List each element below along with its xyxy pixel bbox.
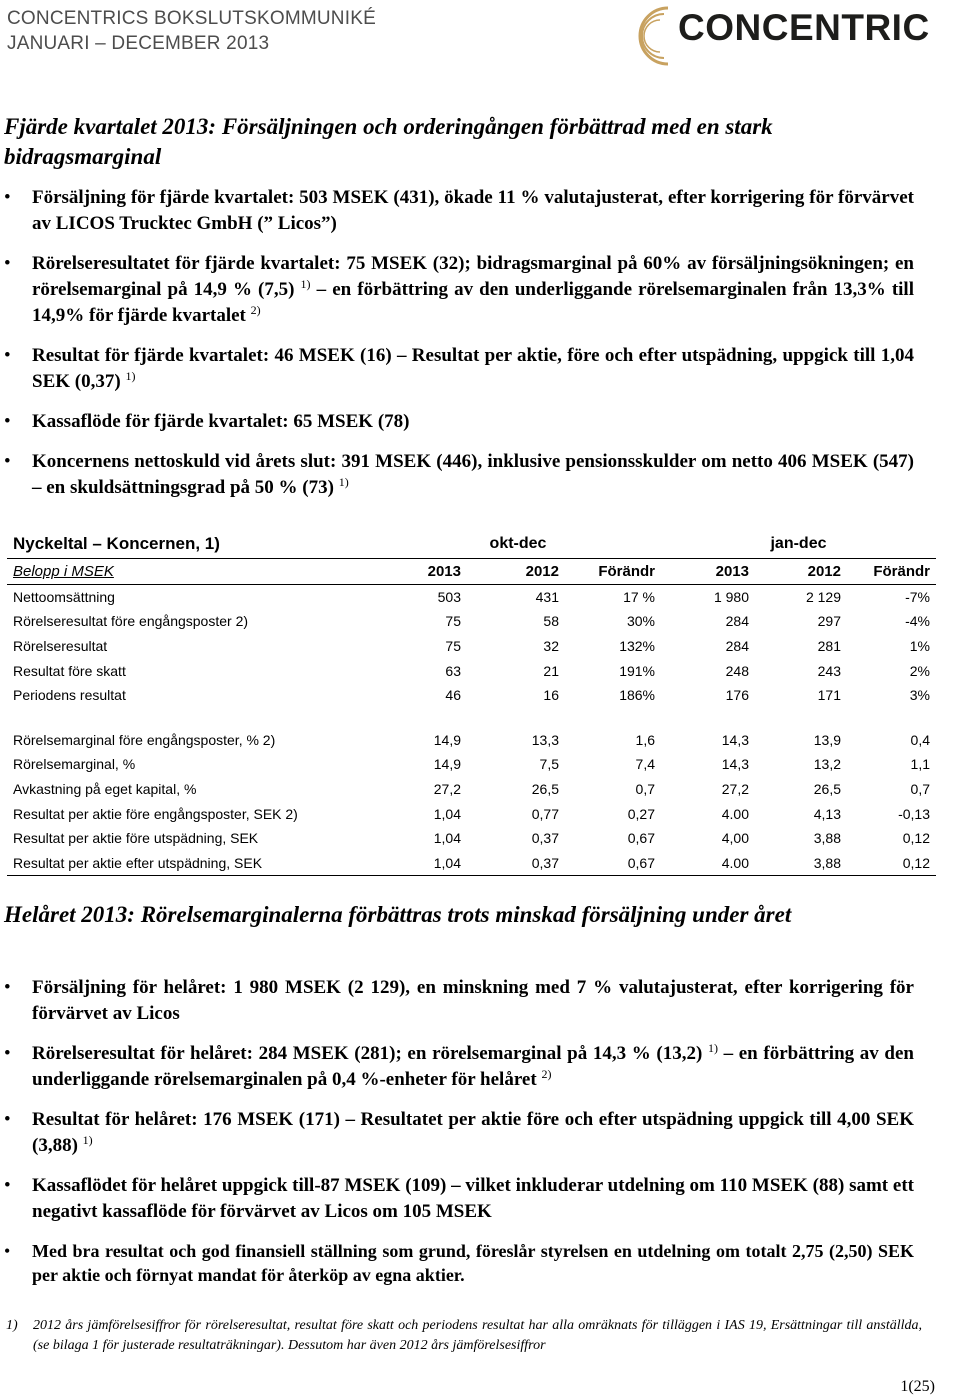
- key-figures-table: [7, 530, 936, 876]
- cell: 27,2: [721, 781, 749, 798]
- cell: 21: [543, 662, 559, 679]
- cell: 14,9: [433, 756, 461, 773]
- period-header-quarter: okt-dec: [375, 530, 661, 559]
- cell: 132%: [619, 638, 655, 655]
- page-number: 1(25): [900, 1378, 935, 1395]
- cell: 2%: [909, 662, 930, 679]
- row-label: Resultat före skatt: [13, 662, 126, 679]
- q4-bullet-sales: • Försäljning för fjärde kvartalet: 503 MSEK (431), ökade 11 % valutajusterat, efter korrigering för förvärvet av LICOS Trucktec GmbH (” Licos”): [0, 185, 914, 237]
- concentric-logo-mark-icon: [624, 0, 684, 76]
- table-row: [7, 826, 936, 851]
- q4-bullet-result: • Resultat för fjärde kvartalet: 46 MSEK (16) – Resultat per aktie, före och efter utspädning, uppgick till 1,04 SEK (0,37) $^{1)}$: [0, 343, 914, 395]
- table-row: [7, 609, 936, 634]
- cell: 1,1: [910, 756, 930, 773]
- cell: 2 129: [805, 588, 841, 605]
- cell: 17 %: [623, 588, 655, 605]
- cell: 281: [817, 638, 841, 655]
- report-header: [7, 6, 376, 56]
- row-label: Resultat per aktie efter utspädning, SEK: [7, 851, 375, 876]
- row-label: Avkastning på eget kapital, %: [13, 781, 197, 798]
- cell: 0,67: [565, 851, 661, 876]
- cell: 1%: [909, 638, 930, 655]
- cell: 284: [725, 638, 749, 655]
- q4-bullet-net-debt: • Koncernens nettoskuld vid årets slut: 391 MSEK (446), inklusive pensionsskulder om netto 406 MSEK (547) – en skuldsättningsgrad på 50 % (73) $^{1)}$: [0, 449, 914, 501]
- cell: 0,7: [635, 781, 655, 798]
- cell: 1 980: [713, 588, 749, 605]
- cell: 186%: [619, 687, 655, 704]
- cell: 14,3: [721, 731, 749, 748]
- cell: 284: [725, 613, 749, 630]
- cell: 27,2: [433, 781, 461, 798]
- fy-bullet-dividend: • Med bra resultat och god finansiell ställning som grund, föreslår styrelsen en utdelning om totalt 2,75 (2,50) SEK per aktie och förnyat mandat för återköp av egna aktier.: [0, 1239, 914, 1287]
- column-header: 2012: [467, 559, 565, 585]
- column-header: 2013: [661, 559, 755, 585]
- cell: 0,12: [902, 830, 930, 847]
- row-label: Resultat per aktie före engångsposter, SEK 2): [13, 805, 298, 822]
- cell: 16: [543, 687, 559, 704]
- cell: 0,12: [847, 851, 936, 876]
- cell: 30%: [626, 613, 655, 630]
- cell: 503: [437, 588, 461, 605]
- q4-bullet-list: [0, 185, 914, 501]
- cell: 191%: [619, 662, 655, 679]
- cell: 7,4: [635, 756, 655, 773]
- period-header-year: jan-dec: [661, 530, 936, 559]
- logo-wordmark: CONCENTRIC: [678, 7, 930, 48]
- cell: 63: [445, 662, 461, 679]
- table-row: [7, 801, 936, 826]
- table-title: Nyckeltal – Koncernen, 1): [7, 530, 375, 559]
- cell: 0,37: [467, 851, 565, 876]
- cell: 46: [445, 687, 461, 704]
- cell: 32: [543, 638, 559, 655]
- footnote-number: 1): [6, 1318, 18, 1333]
- table-row: [7, 752, 936, 777]
- cell: 243: [817, 662, 841, 679]
- cell: 26,5: [531, 781, 559, 798]
- q4-heading: Fjärde kvartalet 2013: Försäljningen och orderingången förbättrad med en stark bidragsmarginal: [4, 114, 773, 169]
- table-spacer-row: [7, 708, 936, 728]
- cell: 26,5: [813, 781, 841, 798]
- cell: 14,9: [433, 731, 461, 748]
- footnote-text: 2012 års jämförelsesiffror för rörelseresultat, resultat före skatt och periodens resultat har alla omräknats för tilläggen i IAS 19, Ersättningar till anställda, (se bilaga 1 för justerade resultaträkningar). Dessutom har även 2012 års jämförelsesiffror: [33, 1318, 922, 1353]
- concentric-logo: [624, 0, 954, 76]
- table-row: [7, 584, 936, 609]
- table-row: [7, 634, 936, 659]
- cell: 58: [543, 613, 559, 630]
- table-row: [7, 658, 936, 683]
- footnote: [0, 1316, 922, 1356]
- cell: 248: [725, 662, 749, 679]
- cell: -7%: [905, 588, 930, 605]
- report-period: JANUARI – DECEMBER 2013: [7, 33, 270, 54]
- cell: 1,6: [635, 731, 655, 748]
- cell: 4.00: [661, 851, 755, 876]
- cell: 3,88: [813, 830, 841, 847]
- cell: 171: [817, 687, 841, 704]
- cell: 3,88: [755, 851, 847, 876]
- table-header-row: [7, 559, 936, 585]
- row-label: Rörelseresultat: [13, 638, 108, 655]
- cell: 3%: [909, 687, 930, 704]
- column-header: 2012: [755, 559, 847, 585]
- full-year-bullet-list: [0, 975, 914, 1287]
- row-label: Resultat per aktie före utspädning, SEK: [13, 830, 259, 847]
- cell: 4,00: [721, 830, 749, 847]
- column-header: Förändr: [565, 559, 661, 585]
- cell: 13,3: [531, 731, 559, 748]
- cell: 14,3: [721, 756, 749, 773]
- cell: 13,9: [813, 731, 841, 748]
- cell: 1,04: [433, 830, 461, 847]
- cell: 176: [725, 687, 749, 704]
- fy-bullet-result: • Resultat för helåret: 176 MSEK (171) – Resultatet per aktie före och efter utspädning uppgick till 4,00 SEK (3,88) $^{1)}$: [0, 1107, 914, 1159]
- cell: 7,5: [539, 756, 559, 773]
- table-title-row: [7, 530, 936, 559]
- q4-bullet-cashflow: • Kassaflöde för fjärde kvartalet: 65 MSEK (78): [0, 409, 914, 435]
- column-header: 2013: [375, 559, 467, 585]
- row-label: Rörelseresultat före engångsposter 2): [13, 613, 249, 630]
- table-row: [7, 851, 936, 876]
- row-label: Rörelsemarginal före engångsposter, % 2): [13, 731, 276, 748]
- fy-bullet-operating-result: • Rörelseresultat för helåret: 284 MSEK (281); en rörelsemarginal på 14,3 % (13,2) $^{1)}$ – en förbättring av den underliggande rörelsemarginalen på 0,4 %-enheter för helåret $^{2)}$: [0, 1041, 914, 1093]
- table-row: [7, 683, 936, 708]
- cell: 75: [445, 613, 461, 630]
- cell: 0,67: [627, 830, 655, 847]
- column-header: Förändr: [847, 559, 936, 585]
- cell: 0,4: [910, 731, 930, 748]
- full-year-heading: Helåret 2013: Rörelsemarginalerna förbättras trots minskad försäljning under året: [4, 902, 792, 927]
- cell: 0,27: [627, 805, 655, 822]
- unit-label: Belopp i MSEK: [7, 559, 375, 585]
- cell: 1,04: [375, 851, 467, 876]
- table-row: [7, 728, 936, 753]
- cell: 0,7: [910, 781, 930, 798]
- cell: 1,04: [433, 805, 461, 822]
- row-label: Periodens resultat: [13, 687, 126, 704]
- row-label: Rörelsemarginal, %: [13, 756, 136, 773]
- report-title: CONCENTRICS BOKSLUTSKOMMUNIKÉ: [7, 8, 376, 29]
- table-row: [7, 777, 936, 802]
- cell: -0,13: [898, 805, 930, 822]
- cell: 4,13: [813, 805, 841, 822]
- cell: 0,77: [531, 805, 559, 822]
- cell: 297: [817, 613, 841, 630]
- cell: 431: [535, 588, 559, 605]
- fy-bullet-cashflow: • Kassaflödet för helåret uppgick till-87 MSEK (109) – vilket inkluderar utdelning om 110 MSEK (88) samt ett negativt kassaflöde för förvärvet av Licos om 105 MSEK: [0, 1173, 914, 1225]
- fy-bullet-sales: • Försäljning för helåret: 1 980 MSEK (2 129), en minskning med 7 % valutajusterat, efter korrigering för förvärvet av Licos: [0, 975, 914, 1027]
- cell: 0,37: [531, 830, 559, 847]
- cell: -4%: [905, 613, 930, 630]
- q4-bullet-operating-result: • Rörelseresultatet för fjärde kvartalet: 75 MSEK (32); bidragsmarginal på 60% av försäljningsökningen; en rörelsemarginal på 14,9 % (7,5) $^{1)}$ – en förbättring av den underliggande rörelsemarginalen från 13,3% till 14,9% för fjärde kvartalet $^{2)}$: [0, 251, 914, 329]
- cell: 13,2: [813, 756, 841, 773]
- cell: 75: [445, 638, 461, 655]
- row-label: Nettoomsättning: [13, 588, 115, 605]
- cell: 4.00: [721, 805, 749, 822]
